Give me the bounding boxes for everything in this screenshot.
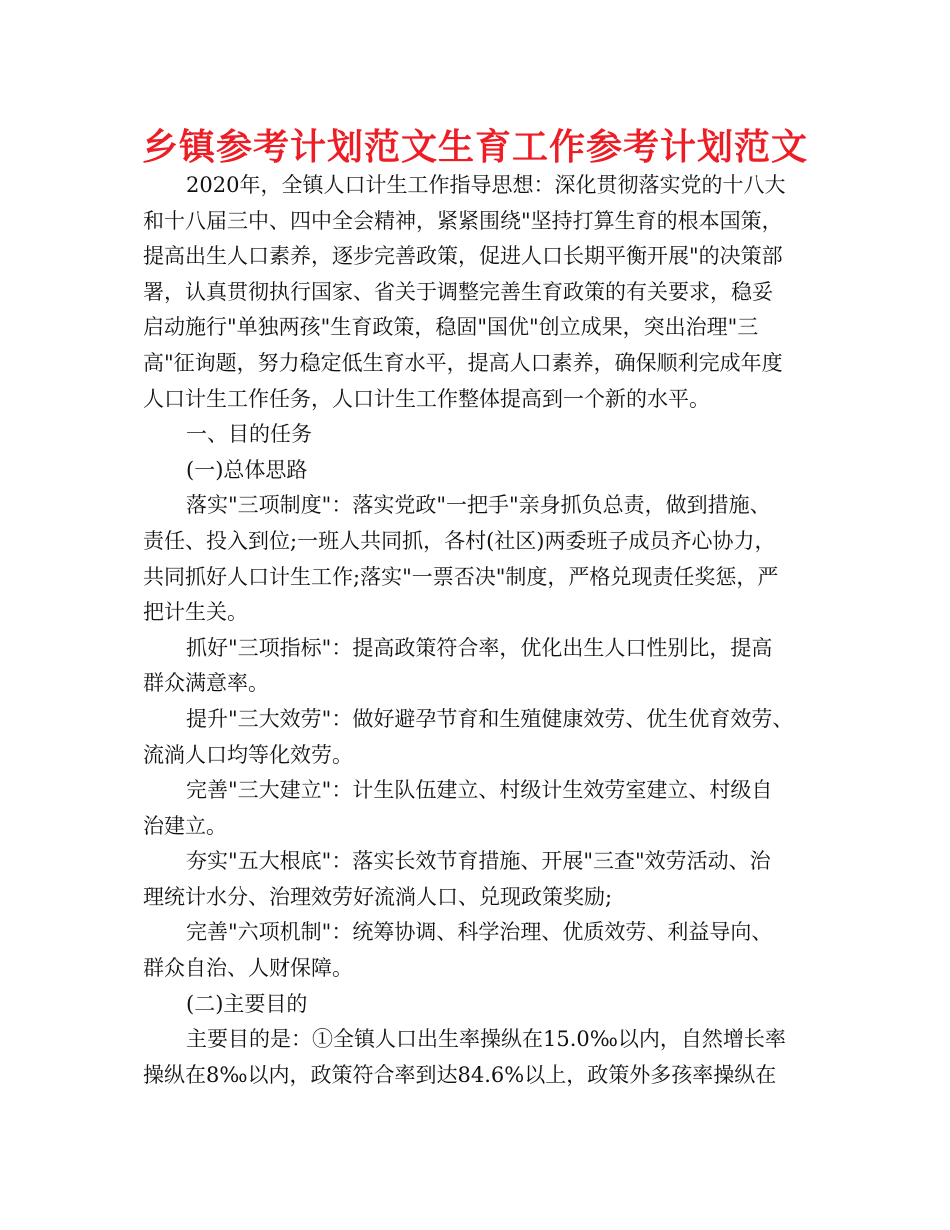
document-body <box>143 168 823 1093</box>
text-line: 理统计水分、治理效劳好流淌人口、兑现政策奖励; <box>143 884 613 909</box>
document-title: 乡镇参考计划范文生育工作参考计划范文 <box>141 127 808 168</box>
text-line: 署，认真贯彻执行国家、省关于调整完善生育政策的有关要求，稳妥 <box>143 279 773 304</box>
text-line: 主要目的是：①全镇人口出生率操纵在15.0‰以内，自然增长率 <box>186 1027 786 1052</box>
text-line: 人口计生工作任务，人口计生工作整体提高到一个新的水平。 <box>143 386 710 411</box>
text-line: 操纵在8‰以内，政策符合率到达84.6%以上，政策外多孩率操纵在 <box>143 1062 777 1087</box>
text-line: 群众自治、人财保障。 <box>143 956 353 981</box>
text-line: 提升"三大效劳"：做好避孕节育和生殖健康效劳、优生优育效劳、 <box>186 706 794 731</box>
text-line: (二)主要目的 <box>186 991 308 1016</box>
text-line: 和十八届三中、四中全会精神，紧紧围绕"坚持打算生育的根本国策， <box>143 208 783 233</box>
text-line: 共同抓好人口计生工作;落实"一票否决"制度，严格兑现责任奖惩，严 <box>143 564 779 589</box>
text-line: 提高出生人口素养，逐步完善政策，促进人口长期平衡开展"的决策部 <box>143 244 783 269</box>
text-line: 一、目的任务 <box>186 422 312 447</box>
text-line: 责任、投入到位;一班人共同抓，各村(社区)两委班子成员齐心协力， <box>143 528 776 553</box>
text-line: 群众满意率。 <box>143 671 269 696</box>
text-line: 治建立。 <box>143 813 227 838</box>
text-line: 完善"三大建立"：计生队伍建立、村级计生效劳室建立、村级自 <box>186 778 773 803</box>
text-line: 抓好"三项指标"：提高政策符合率，优化出生人口性别比，提高 <box>186 635 773 660</box>
text-line: 完善"六项机制"：统筹协调、科学治理、优质效劳、利益导向、 <box>186 920 773 945</box>
text-line: (一)总体思路 <box>186 457 308 482</box>
text-line: 2020年，全镇人口计生工作指导思想：深化贯彻落实党的十八大 <box>186 173 786 197</box>
text-line: 流淌人口均等化效劳。 <box>143 742 353 767</box>
text-line: 高"征询题，努力稳定低生育水平，提高人口素养，确保顺利完成年度 <box>143 350 783 375</box>
text-line: 落实"三项制度"：落实党政"一把手"亲身抓负总责，做到措施、 <box>186 493 771 518</box>
text-line: 启动施行"单独两孩"生育政策，稳固"国优"创立成果，突出治理"三 <box>143 315 759 340</box>
text-line: 把计生关。 <box>143 600 248 625</box>
text-line: 夯实"五大根底"：落实长效节育措施、开展"三查"效劳活动、治 <box>186 849 771 874</box>
